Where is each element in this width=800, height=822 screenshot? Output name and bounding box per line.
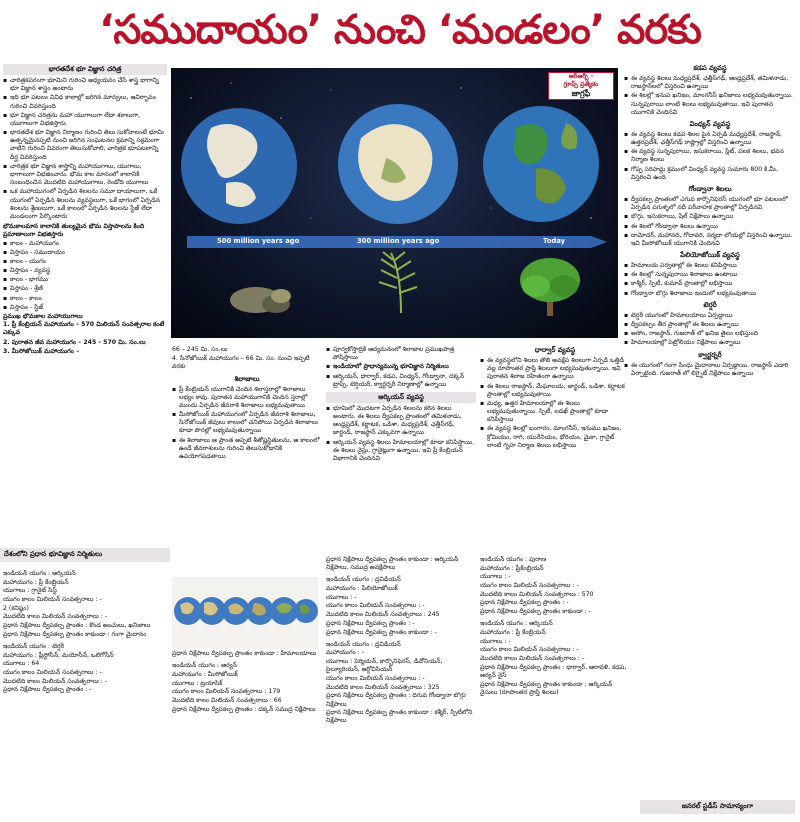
map-stack-image xyxy=(172,577,318,649)
formation-field: ప్రధాన నిక్షేపాలు ద్వీపకల్ప ప్రాంతం : దిగువ గోండ్వానా బొగ్గు నిక్షేపాలు xyxy=(326,692,466,708)
formation-field: మహాయుగం : మీసోజోయిక్ xyxy=(172,670,238,678)
formation-field: ప్రధాన నిక్షేపాలు ద్వీపకల్ప ప్రాంతం కాకుండా : ఆర్కియన్ నిక్షేపాలు, సముద్ర అవక్షేపాలు xyxy=(326,556,459,572)
bullet: ▪ బొగ్గు, ఇసుకరాయి, షేల్ నిక్షేపాలు ఉన్నాయి xyxy=(624,213,796,221)
badge-line3: జాగ్రఫీ xyxy=(571,88,591,98)
eras-list xyxy=(3,321,167,356)
timeline-bar xyxy=(187,234,607,250)
bullet: ▪ భూమిలో మొదటగా ఏర్పడిన శిలలను కఠిన శిలలు అంటారు. ఈ శిలలు ద్వీపకల్ప ప్రాంతంలో తమిళనాడు, ఆంధ్రప్రదేశ్, కర్ణాటక, ఒడిశా, మధ్యప్రదేశ్, ఛత్తీస్‌గఢ్, జార్ఖండ్, రాజస్థాన్ ఎక్కువగా ఉన్నాయి xyxy=(326,405,476,438)
formation-field: ఇండియన్ యుగం : పురాణ xyxy=(480,556,547,563)
formation-field: ప్రధాన నిక్షేపాలు ద్వీపకల్ప ప్రాంతం : కొండ అంచులు, ఖనిజాలు xyxy=(3,622,151,630)
formation-field: ఇండియన్ యుగం : ఆర్కియన్ xyxy=(3,570,76,577)
bullet: ▪ గోప్ప సరిహద్దు క్రమంలో వింధ్యన్ వ్యవస్థ సుమారు 800 కి.మీ. విస్తరించి ఉంది xyxy=(624,166,796,182)
formation-field: యుగం కాలం మిలియన్ సంవత్సరాలు : - xyxy=(3,596,102,604)
formation-field: మొదటిది కాలం మిలియన్ సంవత్సరాలు : - xyxy=(480,655,585,663)
bullet: ▪ ఈ వ్యవస్థ శిలలు కడప శిలల పైన ఏర్పడి మధ్యప్రదేశ్, రాజస్థాన్, ఉత్తరప్రదేశ్, ఛత్తీస్‌గఢ్ రాష్ట్రాల్లో విస్తరించి ఉన్నాయి xyxy=(624,131,796,147)
eras-title: ప్రముఖ భౌమకాల మహాయుగాలు xyxy=(3,313,83,321)
formation-field: ఇండియన్ యుగం : ఆర్కియన్ xyxy=(480,620,553,628)
bullet: ▪ ఈ వ్యవస్థ శిలలు మధ్యప్రదేశ్, ఛత్తీస్‌గఢ్, ఆంధ్రప్రదేశ్, తమిళనాడు, రాజస్థాన్‌లలో విస్తరించి ఉన్నాయి xyxy=(624,75,796,91)
formation-field: మహాయుగం : ప్రీ కేంబ్రియన్ xyxy=(480,629,546,636)
bullet: ▪ మధ్య, ఉత్తర హిమాలయాల్లో ఈ శిలలు లభ్యమవుతున్నాయి. స్పిటీ, లడఖ్ ప్రాంతాల్లో కూడా కనిపిస్తాయి xyxy=(480,400,630,425)
bullet: ▪ టెర్షరీ యుగంలో హిమాలయాలు ఏర్పడ్డాయి xyxy=(624,312,796,320)
unit-item: ▪ విస్తాపం - శ్రేణి xyxy=(3,285,167,293)
section-title-tertiary: టెర్షరీ xyxy=(703,300,717,309)
bullet: ▪ ఈ శిలలో గోండ్వానా శిలలు ఉన్నాయి xyxy=(624,223,796,231)
section-title-quaternary: క్వార్టర్నరీ xyxy=(698,350,722,359)
page-headline: ‘సముదాయం’ నుంచి ‘మండలం’ వరకు xyxy=(99,7,701,53)
unit-item: ▪ విస్తాపం - స్టేజ్ xyxy=(3,304,167,312)
bullet: ▪ ఈ వ్యవస్థలోని శిలలు తొలి అవక్షేప శిలలుగా ఏర్పడి ఒత్తిడి వల్ల రూపాంతర ప్రాప్తి శిలలుగా లభ్యమవుతున్నాయి. ఇవి పురాతన శిలాజ రహితంగా ఉన్నాయి xyxy=(480,357,630,382)
units-intro: భౌమకాలమాన కాలానికి తుల్యమైన భౌమ విస్తాపాలను కింది ప్రమాణాలుగా విభజిస్తారు xyxy=(3,223,145,239)
era-cont-line: 66 – 245 మి. సం.లు xyxy=(172,346,228,353)
formations-col-2 xyxy=(172,650,322,800)
formation-field: ప్రధాన నిక్షేపాలు ద్వీపకల్ప ప్రాంతం కాకుండా : కశ్మీర్, స్పిటీలోని నిక్షేపాలు xyxy=(326,709,473,725)
era-cont-line: 4. సినోజోయిక్ మహాయుగం – 66 మి. సం. నుంచి ఇప్పటి వరకు xyxy=(172,355,310,371)
bullet: ▪ ఒక మహాయుగంలో ఏర్పడిన శిలలను సమూ దాయాలుగా, ఒకే యుగంలో ఏర్పడిన శిలలను వ్యవస్థలుగా, ఒకే భాగంలో ఏర్పడిన శిలలను శ్రేణులుగా, ఒకే కాలంలో ఏర్పడిన శిలలను స్టేజ్ లేదా మండలంగా పేర్కొంటారు xyxy=(3,188,167,221)
earth-globes-illustration xyxy=(171,68,618,338)
formation-field: ప్రధాన నిక్షేపాలు ద్వీపకల్ప ప్రాంతం కాకుండా : గంగా మైదానం xyxy=(3,630,147,638)
bullet: ▪ హిమాలయ పర్వతాల్లో ఈ శిలలు కనిపిస్తాయి xyxy=(624,262,796,270)
formation-field: మహాయుగం : - xyxy=(326,649,365,657)
bullet: ▪ ఇది భూ పటలం వివిధ కాలాల్లో జరిగిన మార్పులు, ఆవిర్భావం గురించి వివరిస్తుంది xyxy=(3,94,167,110)
unit-item: ▪ విస్తాపం - సముదాయం xyxy=(3,249,167,257)
formation-record xyxy=(172,650,322,658)
history-bullets xyxy=(3,77,167,221)
bullet: ▪ భారతదేశ భూ విజ్ఞాన నిర్మాణం గురించి తెలు సుకోవాలంటే భూమి ఉత్పన్నమైనప్పటి నుంచి జరిగిన సంఘటనల క్రమాన్ని సక్రమంగా వాటిని గురించి వివరంగా తెలుసుకోవాలి, చారిత్రక భూపటలాన్ని దీర్ఘ వివరిస్తుంది xyxy=(3,129,167,162)
badge-line2: గ్రూప్స్ ప్రత్యేకం xyxy=(563,80,599,88)
badge-line1: ఆర్ఆర్బీ - xyxy=(568,73,594,80)
formation-field: ఇండియన్ యుగం : టెర్షరీ xyxy=(3,643,65,650)
formation-field: ప్రధాన నిక్షేపాలు ద్వీపకల్ప ప్రాంతం కాకుండా : - xyxy=(326,628,437,636)
formation-record xyxy=(480,556,630,616)
bullet: ▪ ఇండియాలో ప్రాధాన్యమున్న భూవిజ్ఞాన నిర్మితులు xyxy=(326,363,476,371)
formation-record xyxy=(326,576,476,636)
formation-field: యుగం కాలం మిలియన్ సంవత్సరాలు : - xyxy=(326,674,425,682)
fossils-title: శిలాజాలు xyxy=(234,374,260,383)
era-item: 2. పురాతన జీవ మహాయుగం – 245 - 570 మి. సం.లు xyxy=(3,338,146,346)
bullet: ▪ ప్రీ కేంబ్రియన్ యుగానికి చెందిన శిలాస్తరాల్లో శిలాజాలు లభ్యం కావు. పురాతన మహాయుగానికి చెందిన స్తరాల్లో ముందు ఏర్పడిన జీవరాశి శిలాజాలు లభ్యమవుతాయి xyxy=(172,386,322,411)
bullet: ▪ ఈ యుగంలో గంగా సింధు మైదానాలు ఏర్పడ్డాయి. రాజస్థాన్ ఎడారి ఏర్పాటైంది. గుజరాత్ లో లిగ్నైట్ నిక్షేపాలు ఉన్నాయి xyxy=(624,362,796,378)
bullet: ▪ ఈ వ్యవస్థ శిలల్లో బంగారం, మాంగనీస్, ఇనుము ఖనిజం, క్రోమియం, రాగి, యురేనియం, థోరియం, మైకా, గ్రానైట్ లాంటి గృహ నిర్మాణ శిలలు లభిస్తాయి xyxy=(480,425,630,450)
globe-today xyxy=(483,106,599,222)
formation-field: యుగం కాలం మిలియన్ సంవత్సరాలు : - xyxy=(326,602,425,610)
tree-illustration xyxy=(520,258,580,316)
formation-record xyxy=(480,620,630,697)
col-history xyxy=(3,64,167,544)
formation-field: యుగాలు : - xyxy=(326,593,357,601)
formation-record xyxy=(326,556,476,572)
badge-rrb-groups-geography xyxy=(548,72,614,100)
formation-field: ఇండియన్ యుగం : ద్రవిడియన్ xyxy=(326,640,401,648)
era-item: 3. మీసోజోయిక్ మహాయుగం – xyxy=(3,347,80,355)
section-title-cuddapah: కడప వ్యవస్థ xyxy=(693,64,727,72)
formation-field: యుగం కాలం మిలియన్ సంవత్సరాలు : - xyxy=(480,646,579,654)
unit-item: ▪ కాలం - యుగం xyxy=(3,258,167,266)
formations-col-4 xyxy=(480,556,630,800)
col-archaean xyxy=(326,346,476,544)
formation-field: మహాయుగం : ప్రీకేంబ్రియన్ xyxy=(480,564,544,572)
timeline-label: 300 million years ago xyxy=(357,237,440,245)
formation-record xyxy=(3,643,167,695)
bullet: ▪ భూ విజ్ఞాన చరిత్రను మహా యుగాలుగా లేదా శకాలుగా, యుగాలుగా విభజిస్తారు xyxy=(3,112,167,128)
bullet: ▪ ద్వీపకల్పం తీర ప్రాంతాల్లో ఈ శిలలు ఉన్నాయి xyxy=(624,321,796,329)
formation-record xyxy=(3,570,167,639)
formations-col-3 xyxy=(326,556,476,800)
section-title-archaean: ఆర్కియన్ వ్యవస్థ xyxy=(326,392,476,403)
bullet: ▪ గోండ్వానా బొగ్గు శిలాజాలు ఇందులో లభ్యమవుతాయి xyxy=(624,290,796,298)
continental-drift-maps-illustration xyxy=(172,577,318,649)
formation-field: మొదటిది కాలం మిలియన్ సంవత్సరాలు : 66 xyxy=(172,696,282,704)
timeline-label: 500 million years ago xyxy=(217,237,300,245)
formation-field: ఇండియన్ యుగం : ఆర్యన్ xyxy=(172,662,237,670)
formation-field: యుగాలు : ట్రయాసిక్ xyxy=(172,679,223,687)
formations-col-1 xyxy=(3,570,167,800)
formation-field: ప్రధాన నిక్షేపాలు ద్వీపకల్ప ప్రాంతం : దక్కన్ సముద్ర నిక్షేపాలు xyxy=(172,705,316,713)
formation-field: యుగాలు : - xyxy=(480,637,511,645)
bullet: ▪ కాశ్మీర్, స్పిటీ, కుమావ్ ప్రాంతాల్లో లభిస్తాయి xyxy=(624,280,796,288)
footer-note: జనరల్ స్టడీస్ సామాన్యంగా xyxy=(640,800,795,814)
bullet: ▪ దామోదర్, మహానది, గోదావరి, నర్మదా లోయల్లో విస్తరించి ఉన్నాయి. ఇవి మీసోజోయిక్ యుగానికి చెందినవి xyxy=(624,232,796,248)
units-list xyxy=(3,240,167,313)
timeline-label: Today xyxy=(543,237,566,245)
formation-field: యుగం కాలం మిలియన్ సంవత్సరాలు : - xyxy=(480,582,579,590)
bullet: ▪ ద్వీపకల్ప ప్రాంతంలో ఎగువ కార్బొనిఫెరస్ యుగంలో భూ పటలంలో ఏర్పడిన పగుళ్ళలో నదీ పరీవాహక ప్రాంతాల్లో ఏర్పడినవి xyxy=(624,196,796,212)
bullet: ▪ పూర్వకోస్తాద్రికి ఆద్యమనంలో శిలాజాల ప్రముఖపాత్ర పోషిస్తాయి xyxy=(326,346,476,362)
section-title-vindhyan: వింధ్యన్ వ్యవస్థ xyxy=(689,119,731,128)
globe-500my xyxy=(181,108,297,224)
bullet: ▪ చారిత్రకపరంగా భూమిని గురించి అధ్యయనం చేసే శాస్త్ర భాగాన్ని భూ విజ్ఞాన శాస్త్రం అంటారు xyxy=(3,77,167,93)
bullet: ▪ ఈ శిలల్లో సున్నపురాయి శిలాజాలు ఉంటాయి xyxy=(624,271,796,279)
unit-item: ▪ కాలం - భాగము xyxy=(3,276,167,284)
formation-field: యుగాలు : గ్రానైట్ సిస్ట్ xyxy=(3,587,57,595)
globe-300my xyxy=(338,104,458,224)
formation-record xyxy=(172,662,322,714)
rocks-illustration xyxy=(230,287,291,313)
formation-field: ప్రధాన నిక్షేపాలు ద్వీపకల్ప ప్రాంతం : - xyxy=(326,619,415,627)
hero-image-earth-evolution xyxy=(171,68,618,338)
bullet: ▪ మీసోజోయిక్ మహాయుగంలో ఏర్పడిన జీవరాశి శిలాజాలు, సినోజోయిక్ జీవులు కాలంలో చనిపోయి ఏర్పడిన శిలాజాలు కూడా పొరల్లో లభ్యమవుతున్నాయి xyxy=(172,411,322,436)
col-rock-systems xyxy=(624,64,796,798)
bullet: ▪ ఆర్కియన్ వ్యవస్థ శిలలు హిమాలయాల్లో కూడా కనిపిస్తాయి. ఈ శిలలు నైస్లు, గ్రానైట్లుగా ఉన్నాయి. ఇవి ప్రీ కేంబ్రియన్ విభాగానికి చెందినవి xyxy=(326,439,476,464)
unit-item: ▪ విస్తాపం - వ్యవస్థ xyxy=(3,267,167,275)
bullet: ▪ ఈ శిలలు రాజస్థాన్, మేఘాలయ, జార్ఖండ్, ఒడిశా, కర్ణాటక ప్రాంతాల్లో లభ్యమవుతాయి xyxy=(480,383,630,399)
formation-field: ప్రధాన నిక్షేపాలు ద్వీపకల్ప ప్రాంతం కాకుండా : హిమాలయాలు xyxy=(172,650,317,657)
era-item: 1. ప్రీ కేంబ్రియన్ మహాయుగం – 570 మిలియన్ సంవత్సరాల కంటే ఎక్కువ xyxy=(3,321,165,337)
col-fossils xyxy=(172,346,322,544)
bullet: ▪ ఆర్కియన్, ధార్వార్, కడప, వింధ్యన్, గోండ్వానా, దక్కన్ ట్రాప్స్, టెర్షియరీ, క్వార్టర్నరీ నిర్మాణాల్లో ఉన్నాయి xyxy=(326,373,476,389)
formation-field: మొదటిది కాలం మిలియన్ సంవత్సరాలు : 325 xyxy=(326,683,440,691)
bullet: ▪ చారిత్రక భూ విజ్ఞాన శాస్త్రాన్ని మహాయుగాలు, యుగాలు, భాగాలుగా విభజించారు. భౌమ కాల మానంలో కాలానికి సంబంధించిన మొదటిది మహాయుగాలు, రెండోది యుగాలు xyxy=(3,163,167,188)
formation-field: ప్రధాన నిక్షేపాలు ద్వీపకల్ప ప్రాంతం : ధార్వార్, ఆరావళి, కడప, ఆర్యన్ నైస్ xyxy=(480,663,627,679)
formation-field: ప్రధాన నిక్షేపాలు ద్వీపకల్ప ప్రాంతం : - xyxy=(480,599,569,607)
formation-field: యుగం కాలం మిలియన్ సంవత్సరాలు : 179 xyxy=(172,688,281,696)
unit-item: ▪ కాలం - కాలం xyxy=(3,295,167,303)
formation-field: మొదటిది కాలం మిలియన్ సంవత్సరాలు : 570 xyxy=(480,590,594,598)
formation-field: మహాయుగం : ప్రీ కేంబ్రియన్ xyxy=(3,578,69,586)
col-dharwar xyxy=(480,346,630,544)
formation-field: యుగాలు : 64 xyxy=(3,660,40,668)
formation-field: మొదటిది కాలం మిలియన్ సంవత్సరాలు : 245 xyxy=(326,611,440,619)
bullet: ▪ ఈ వ్యవస్థ సున్నపురాయి, ఇసుకరాయి, స్లేట్, పలక శిలలు, భవన నిర్మాణ శిలలు xyxy=(624,148,796,164)
formation-field: మొదటిది కాలం మిలియన్ సంవత్సరాలు : - xyxy=(3,677,108,685)
formation-field: ప్రధాన నిక్షేపాలు ద్వీపకల్ప ప్రాంతం కాకుండా : ఆర్కియన్ నైసులు (రూపాంతర ప్రాప్తి శిలలు) xyxy=(480,680,613,696)
section-title-formations: దేశంలోని ప్రధాన భూవిజ్ఞాన నిర్మితులు xyxy=(0,548,170,562)
bullet: ▪ ఈ శిలల్లో ఇనుప ఖనిజం, మాంగనీస్ ఖనిజాలు లభ్యమవుతున్నాయి. సున్నపురాయి లాంటి శిలలు లభ్యమవుతాయి. ఇవి పురాతన యుగానికి చెందినవి xyxy=(624,92,796,117)
formation-field: మహాయుగం : పేలియోజోయిక్ xyxy=(326,585,398,593)
unit-item: ▪ కాలం - మహాయుగం xyxy=(3,240,167,248)
bullet: ▪ అసోం, రాజస్థాన్, గుజరాత్ లో ఖనిజ తైలం లభిస్తుంది xyxy=(624,330,796,338)
formation-record xyxy=(326,641,476,726)
section-title-dharwar: ధార్వార్ వ్యవస్థ xyxy=(534,346,576,354)
section-title-gondwana: గోండ్వానా శిలలు xyxy=(688,185,732,193)
formation-field: యుగం కాలం మిలియన్ సంవత్సరాలు : - xyxy=(3,669,102,677)
formation-field: మొదటిది కాలం మిలియన్ సంవత్సరాలు : - xyxy=(3,613,108,621)
formation-field: ప్రధాన నిక్షేపాలు ద్వీపకల్ప ప్రాంతం కాకుండా : - xyxy=(480,608,591,616)
section-title-history: భారతదేశ భూ విజ్ఞాన చరిత్ర xyxy=(3,64,167,75)
bullet: ▪ ఈ శిలాజాలు ఆ ప్రాంత అప్పటి శీతోష్ణస్థితులను, ఆ కాలంలో ఉండే జీవరాశులను గురించి తెలుసుకోడానికి ఉపయోగపడతాయి xyxy=(172,437,322,462)
bullet: ▪ హిమాలయాల్లో పెట్రోలియం నిక్షేపాలు ఉన్నాయి xyxy=(624,339,796,347)
formation-field: మహాయుగం : ప్లీస్టోసీన్, మయోసీన్, ఒలిగోసీన్ xyxy=(3,651,114,659)
formation-field: ఇండియన్ యుగం : ద్రవిడియన్ xyxy=(326,576,401,584)
formation-field: యుగాలు : - xyxy=(480,573,511,581)
formation-field: ప్రధాన నిక్షేపాలు ద్వీపకల్ప ప్రాంతం : - xyxy=(3,686,92,694)
section-title-paleozoic: పేలియోజోయిక్ వ్యవస్థ xyxy=(680,251,740,260)
formation-field: యుగాలు : పెర్మియన్, కార్బొనిఫెరస్, డివోనియన్, సైల్యూరియన్, ఆర్డోవిసియన్ xyxy=(326,658,443,674)
formation-field: 2 (కనిష్ఠం) xyxy=(3,604,29,612)
fern-illustration xyxy=(379,252,417,313)
